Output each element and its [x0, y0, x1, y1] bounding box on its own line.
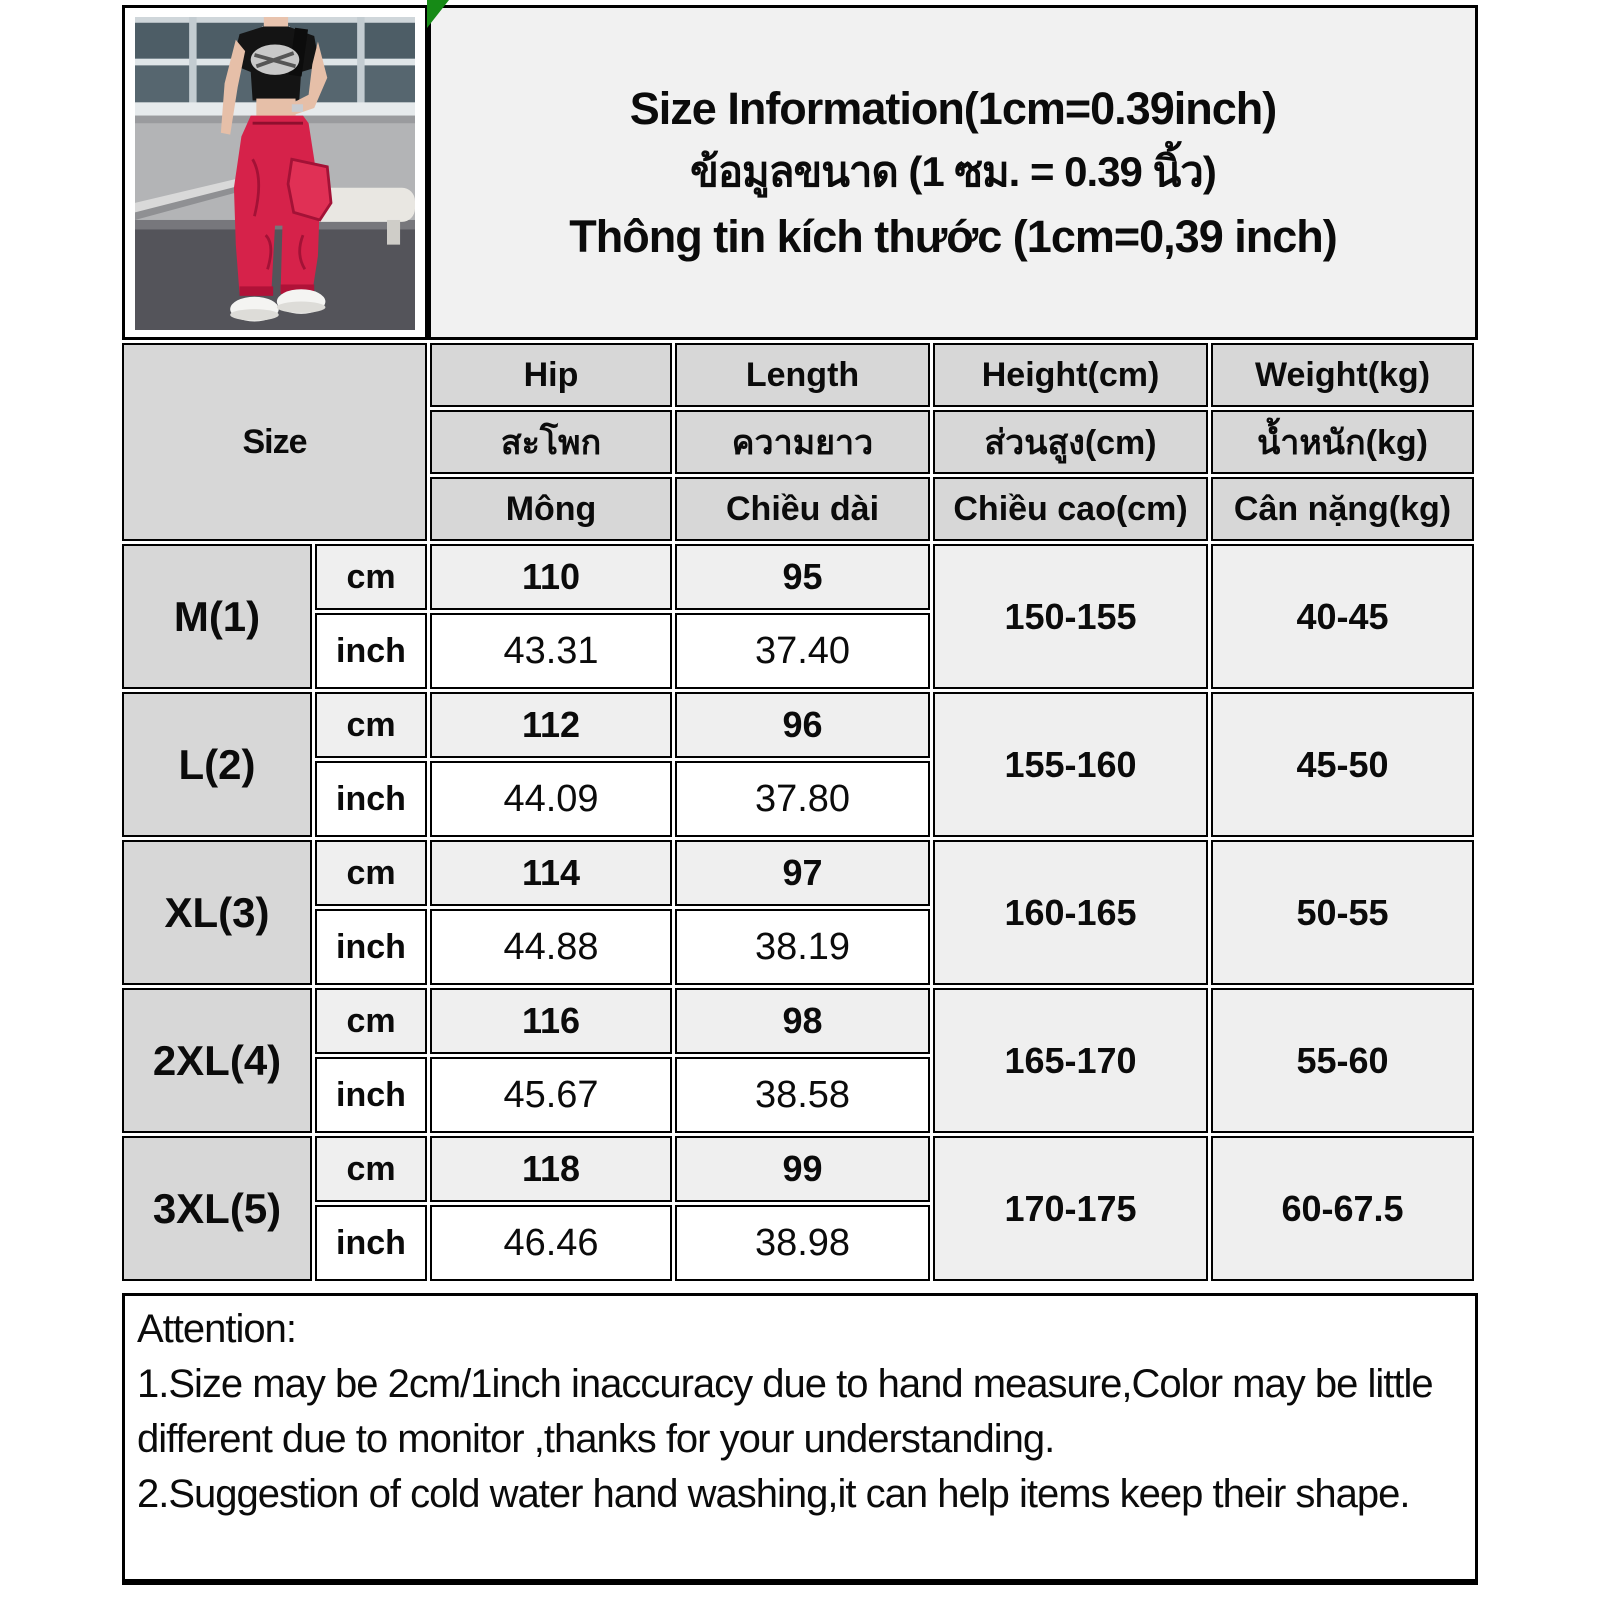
product-photo: [122, 5, 428, 340]
size-info-header: [428, 5, 1478, 340]
height-range: 165-170: [933, 988, 1208, 1133]
title-english: Size Information(1cm=0.39inch): [629, 82, 1277, 134]
col-header-hip-en: Hip: [430, 343, 672, 407]
size-table: [119, 340, 1477, 1284]
length-inch-value: 38.19: [675, 909, 930, 985]
unit-label: cm: [315, 840, 427, 906]
title-thai: ข้อมูลขนาด (1 ซม. = 0.39 นิ้ว): [690, 148, 1216, 196]
size-label-xl: XL(3): [122, 840, 312, 985]
col-header-height-en: Height(cm): [933, 343, 1208, 407]
col-header-length-vi: Chiều dài: [675, 477, 930, 541]
hip-cm-value: 116: [430, 988, 672, 1054]
unit-label: cm: [315, 1136, 427, 1202]
length-cm-value: 95: [675, 544, 930, 610]
size-label-2xl: 2XL(4): [122, 988, 312, 1133]
hip-inch-value: 43.31: [430, 613, 672, 689]
height-range: 150-155: [933, 544, 1208, 689]
weight-range: 45-50: [1211, 692, 1474, 837]
col-header-height-vi: Chiều cao(cm): [933, 477, 1208, 541]
table-row: [122, 692, 1474, 758]
attention-note-2: 2.Suggestion of cold water hand washing,it can help items keep their shape.: [137, 1472, 1410, 1516]
hip-inch-value: 46.46: [430, 1205, 672, 1281]
unit-label: inch: [315, 613, 427, 689]
hip-inch-value: 44.09: [430, 761, 672, 837]
height-range: 160-165: [933, 840, 1208, 985]
size-column-header: Size: [122, 343, 427, 541]
hip-cm-value: 110: [430, 544, 672, 610]
length-inch-value: 38.58: [675, 1057, 930, 1133]
attention-notes: [122, 1293, 1478, 1585]
weight-range: 40-45: [1211, 544, 1474, 689]
unit-label: cm: [315, 692, 427, 758]
weight-range: 55-60: [1211, 988, 1474, 1133]
length-cm-value: 96: [675, 692, 930, 758]
unit-label: inch: [315, 909, 427, 985]
length-cm-value: 99: [675, 1136, 930, 1202]
weight-range: 50-55: [1211, 840, 1474, 985]
col-header-length-th: ความยาว: [675, 410, 930, 474]
attention-note-1: 1.Size may be 2cm/1inch inaccuracy due to hand measure,Color may be little different due to monitor ,thanks for your understanding.: [137, 1362, 1433, 1461]
length-inch-value: 37.40: [675, 613, 930, 689]
product-photo-illustration: [135, 17, 415, 330]
size-label-3xl: 3XL(5): [122, 1136, 312, 1281]
table-row: [122, 544, 1474, 610]
unit-label: cm: [315, 544, 427, 610]
size-label-m: M(1): [122, 544, 312, 689]
length-inch-value: 37.80: [675, 761, 930, 837]
col-header-weight-th: น้ำหนัก(kg): [1211, 410, 1474, 474]
hip-cm-value: 112: [430, 692, 672, 758]
hip-inch-value: 44.88: [430, 909, 672, 985]
hip-inch-value: 45.67: [430, 1057, 672, 1133]
length-inch-value: 38.98: [675, 1205, 930, 1281]
height-range: 170-175: [933, 1136, 1208, 1281]
title-vietnamese: Thông tin kích thước (1cm=0,39 inch): [569, 210, 1337, 262]
unit-label: inch: [315, 1057, 427, 1133]
length-cm-value: 98: [675, 988, 930, 1054]
weight-range: 60-67.5: [1211, 1136, 1474, 1281]
hip-cm-value: 114: [430, 840, 672, 906]
unit-label: cm: [315, 988, 427, 1054]
size-label-l: L(2): [122, 692, 312, 837]
hip-cm-value: 118: [430, 1136, 672, 1202]
table-row: [122, 1136, 1474, 1202]
table-row: [122, 988, 1474, 1054]
height-range: 155-160: [933, 692, 1208, 837]
col-header-length-en: Length: [675, 343, 930, 407]
col-header-height-th: ส่วนสูง(cm): [933, 410, 1208, 474]
length-cm-value: 97: [675, 840, 930, 906]
col-header-hip-vi: Mông: [430, 477, 672, 541]
attention-title: Attention:: [137, 1307, 297, 1351]
unit-label: inch: [315, 1205, 427, 1281]
col-header-weight-en: Weight(kg): [1211, 343, 1474, 407]
col-header-weight-vi: Cân nặng(kg): [1211, 477, 1474, 541]
unit-label: inch: [315, 761, 427, 837]
col-header-hip-th: สะโพก: [430, 410, 672, 474]
table-row: [122, 840, 1474, 906]
